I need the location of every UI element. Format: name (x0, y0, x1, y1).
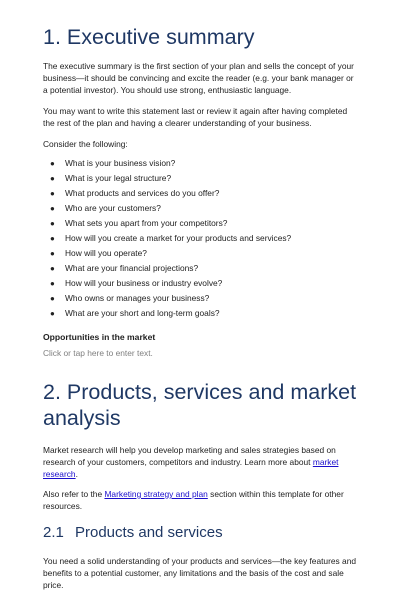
bullet-icon: ● (50, 234, 55, 243)
marketing-strategy-link[interactable]: Marketing strategy and plan (104, 489, 208, 499)
consider-label: Consider the following: (43, 139, 128, 149)
list-item: ● How will your business or industry evolve? (43, 276, 360, 291)
bullet-icon: ● (50, 249, 55, 258)
list-item: ● What is your business vision? (43, 156, 360, 171)
list-item: ● Who owns or manages your business? (43, 291, 360, 306)
review-paragraph: You may want to write this statement last or review it again after having completed the rest of the plan and having a clearer understanding of your business. (43, 106, 348, 128)
market-research-paragraph: Market research will help you develop marketing and sales strategies based on research of your customers, competitors and industry. Learn more about market research. (43, 445, 339, 479)
bullet-icon: ● (50, 219, 55, 228)
subheading-number: 2.1 (43, 524, 64, 541)
market-research-link[interactable]: market research (43, 457, 339, 479)
opportunities-text-field[interactable]: Click or tap here to enter text. (43, 348, 153, 358)
list-item: ● How will you operate? (43, 246, 360, 261)
subheading-products-services (43, 524, 360, 542)
products-paragraph: You need a solid understanding of your products and services—the key features and benefits to a potential customer, any limitations and the basis of the cost and sale price. (43, 556, 357, 590)
list-item: ● How will you create a market for your products and services? (43, 231, 360, 246)
subheading-title: Products and services (75, 524, 223, 541)
bullet-icon: ● (50, 264, 55, 273)
heading-executive-summary: 1. Executive summary (43, 25, 255, 49)
list-item: ● What are your short and long-term goals? (43, 306, 360, 321)
bullet-icon: ● (50, 189, 55, 198)
intro-paragraph: The executive summary is the first section of your plan and sells the concept of your business—it should be convincing and excite the reader (e.g. your bank manager or a potential investor). You should use strong, enthusiastic language. (43, 61, 354, 95)
bullet-icon: ● (50, 159, 55, 168)
question-list (43, 156, 360, 321)
list-item: ● What products and services do you offer? (43, 186, 360, 201)
list-item: ● What are your financial projections? (43, 261, 360, 276)
list-item: ● Who are your customers? (43, 201, 360, 216)
bullet-icon: ● (50, 174, 55, 183)
marketing-reference-paragraph: Also refer to the Marketing strategy and plan section within this template for other resources. (43, 489, 344, 511)
bullet-icon: ● (50, 279, 55, 288)
bullet-icon: ● (50, 204, 55, 213)
list-item: ● What sets you apart from your competitors? (43, 216, 360, 231)
bullet-icon: ● (50, 294, 55, 303)
opportunities-label: Opportunities in the market (43, 332, 156, 342)
list-item: ● What is your legal structure? (43, 171, 360, 186)
heading-products-services: 2. Products, services and market analysis (43, 380, 357, 430)
bullet-icon: ● (50, 309, 55, 318)
